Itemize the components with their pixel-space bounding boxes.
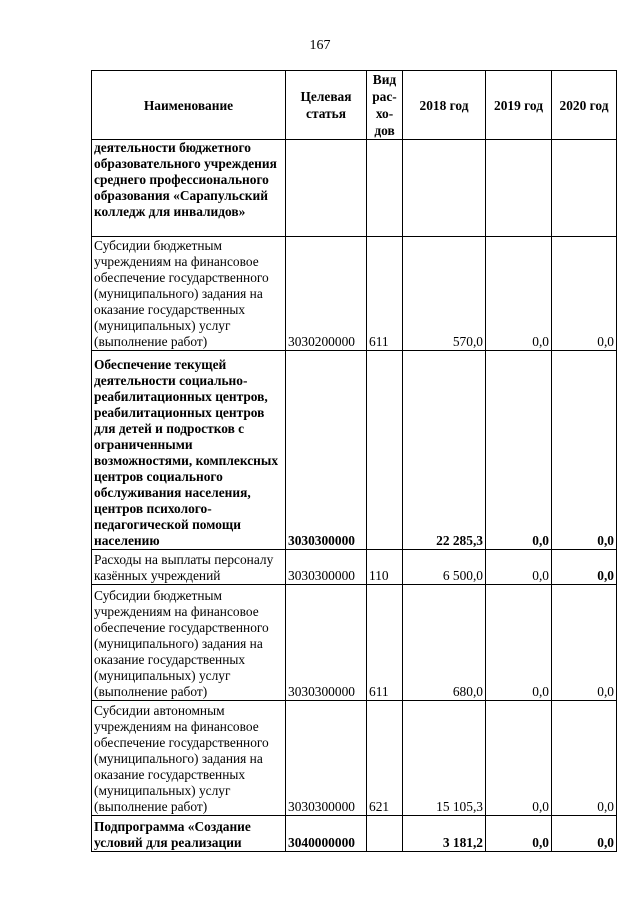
row-2018: 15 105,3 [403, 701, 486, 816]
table-row [92, 585, 617, 701]
table-row [92, 140, 617, 237]
row-kind [367, 140, 403, 237]
row-name: Подпрограмма «Создание условий для реализации [92, 816, 286, 852]
row-name: Субсидии автономным учреждениям на финансовое обеспечение государственного (муниципального) задания на оказание государственных (муниципальных) услуг (выполнение работ) [92, 701, 286, 816]
row-2019: 0,0 [486, 701, 552, 816]
row-name: Расходы на выплаты персоналу казённых учреждений [92, 550, 286, 585]
row-target: 3030300000 [286, 550, 367, 585]
row-2019: 0,0 [486, 237, 552, 351]
row-2020: 0,0 [552, 351, 617, 550]
header-2018: 2018 год [403, 71, 486, 140]
row-target: 3030300000 [286, 701, 367, 816]
row-2019: 0,0 [486, 550, 552, 585]
row-2020 [552, 140, 617, 237]
row-2019: 0,0 [486, 585, 552, 701]
row-target: 3030200000 [286, 237, 367, 351]
row-kind: 611 [367, 585, 403, 701]
table-row [92, 701, 617, 816]
row-name: Обеспечение текущей деятельности социально-реабилитационных центров, реабилитационных центров для детей и подростков с ограниченными возможностями, комплексных центров социального обслуживания населения, центров психолого-педагогической помощи населению [92, 351, 286, 550]
row-kind: 611 [367, 237, 403, 351]
budget-table [91, 70, 617, 852]
table-row [92, 351, 617, 550]
header-2019: 2019 год [486, 71, 552, 140]
row-name: деятельности бюджетного образовательного учреждения среднего профессионального образования «Сарапульский колледж для инвалидов» [92, 140, 286, 237]
row-2020: 0,0 [552, 550, 617, 585]
row-2018: 22 285,3 [403, 351, 486, 550]
table-row [92, 816, 617, 852]
row-2018: 680,0 [403, 585, 486, 701]
row-2020: 0,0 [552, 816, 617, 852]
row-2018: 3 181,2 [403, 816, 486, 852]
row-2019 [486, 140, 552, 237]
table-header-row [92, 71, 617, 140]
row-kind: 621 [367, 701, 403, 816]
row-kind: 110 [367, 550, 403, 585]
row-kind [367, 351, 403, 550]
row-name: Субсидии бюджетным учреждениям на финансовое обеспечение государственного (муниципального) задания на оказание государственных (муниципальных) услуг (выполнение работ) [92, 237, 286, 351]
header-name: Наименование [92, 71, 286, 140]
page-number: 167 [309, 38, 331, 53]
row-2020: 0,0 [552, 701, 617, 816]
row-2018: 570,0 [403, 237, 486, 351]
table-row [92, 237, 617, 351]
row-2019: 0,0 [486, 351, 552, 550]
row-target: 3040000000 [286, 816, 367, 852]
row-target: 3030300000 [286, 585, 367, 701]
row-target [286, 140, 367, 237]
row-2020: 0,0 [552, 585, 617, 701]
header-2020: 2020 год [552, 71, 617, 140]
row-2018: 6 500,0 [403, 550, 486, 585]
row-kind [367, 816, 403, 852]
row-name: Субсидии бюджетным учреждениям на финансовое обеспечение государственного (муниципального) задания на оказание государственных (муниципальных) услуг (выполнение работ) [92, 585, 286, 701]
row-2020: 0,0 [552, 237, 617, 351]
table-row [92, 550, 617, 585]
header-kind: Вид рас-хо-дов [367, 71, 403, 140]
row-2018 [403, 140, 486, 237]
header-target: Целевая статья [286, 71, 367, 140]
row-2019: 0,0 [486, 816, 552, 852]
row-target: 3030300000 [286, 351, 367, 550]
